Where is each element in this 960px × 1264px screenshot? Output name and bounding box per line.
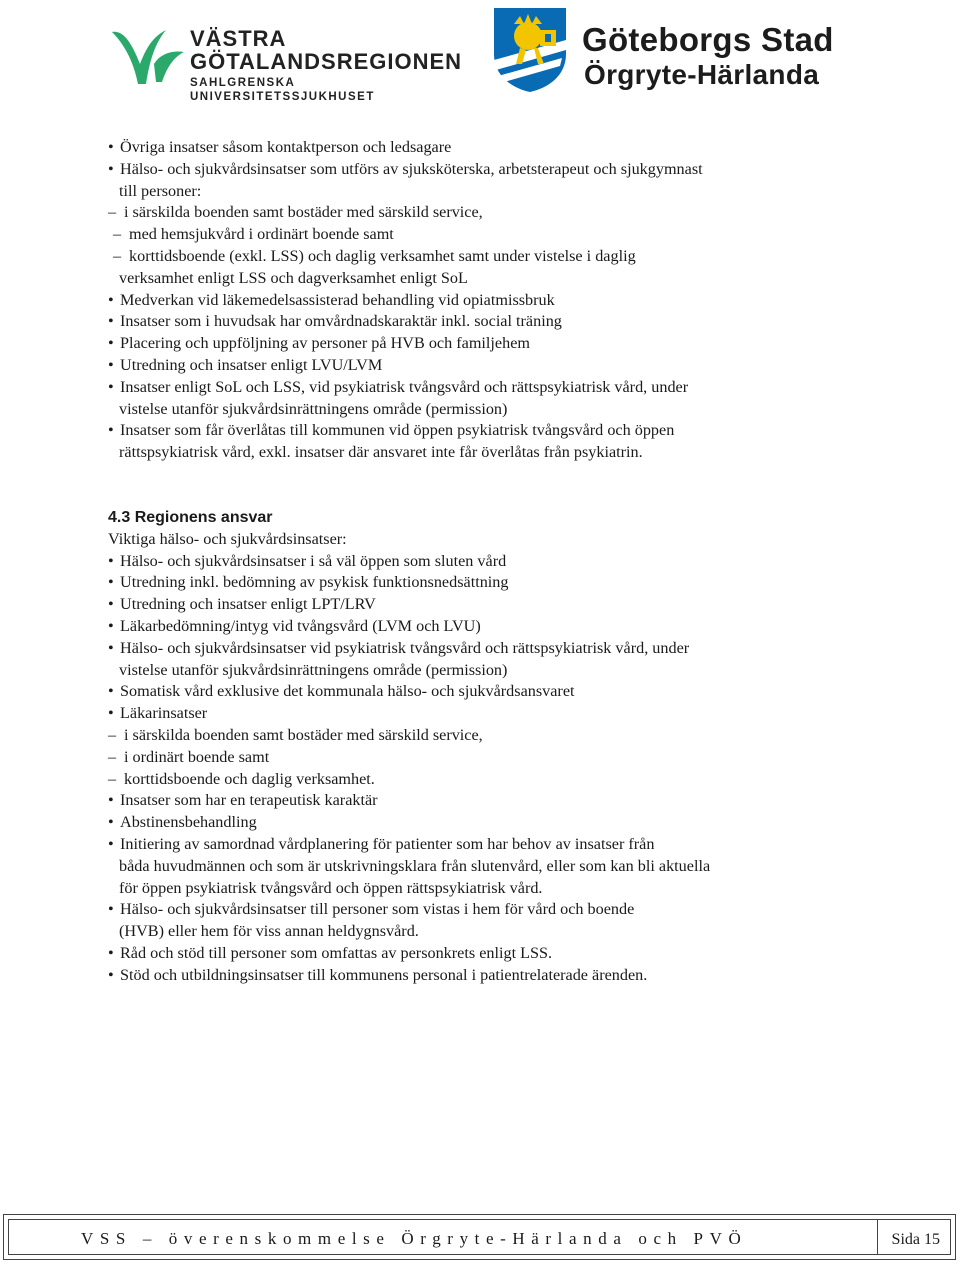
bullet-item: • Initiering av samordnad vårdplanering för patienter som har behov av insatser från bbox=[108, 834, 848, 856]
vgr-line2: GÖTALANDSREGIONEN bbox=[190, 49, 463, 74]
continuation-line: (HVB) eller hem för viss annan heldygnsvård. bbox=[119, 922, 419, 941]
bullet-item: • Insatser enligt SoL och LSS, vid psykiatrisk tvångsvård och rättspsykiatrisk vård, under bbox=[108, 377, 848, 399]
page-header bbox=[0, 0, 960, 103]
continuation-line: vistelse utanför sjukvårdsinrättningens område (permission) bbox=[119, 399, 508, 418]
bullet-item: • Insatser som har en terapeutisk karaktär bbox=[108, 790, 848, 812]
vgr-mark-icon bbox=[110, 24, 186, 90]
gbg-subtitle: Örgryte-Härlanda bbox=[584, 59, 820, 90]
dash-item: – korttidsboende (exkl. LSS) och daglig verksamhet samt under vistelse i daglig bbox=[108, 246, 848, 268]
bullet-item: • Somatisk vård exklusive det kommunala hälso- och sjukvårdsansvaret bbox=[108, 681, 848, 703]
document-body bbox=[108, 137, 848, 986]
bullet-item: • Läkarbedömning/intyg vid tvångsvård (LVM och LVU) bbox=[108, 616, 848, 638]
page-number: Sida 15 bbox=[891, 1231, 940, 1248]
continuation-line: för öppen psykiatrisk tvångsvård och öppen rättspsykiatrisk vård. bbox=[119, 878, 543, 897]
dash-item: – i ordinärt boende samt bbox=[108, 747, 848, 769]
dash-item: – i särskilda boenden samt bostäder med särskild service, bbox=[108, 725, 848, 747]
footer-title: VSS – överenskommelse Örgryte-Härlanda och PVÖ bbox=[81, 1229, 748, 1248]
footer-divider bbox=[877, 1220, 878, 1254]
bullet-item: • Hälso- och sjukvårdsinsatser i så väl öppen som sluten vård bbox=[108, 551, 848, 573]
bullet-item: • Hälso- och sjukvårdsinsatser till personer som vistas i hem för vård och boende bbox=[108, 899, 848, 921]
dash-item: – korttidsboende och daglig verksamhet. bbox=[108, 769, 848, 791]
continuation-line: verksamhet enligt LSS och dagverksamhet enligt SoL bbox=[119, 268, 468, 287]
section-region-list bbox=[108, 551, 848, 987]
continuation-line: rättspsykiatrisk vård, exkl. insatser där ansvaret inte får överlåtas från psykiatrin. bbox=[119, 443, 643, 462]
bullet-item: • Placering och uppföljning av personer på HVB och familjehem bbox=[108, 333, 848, 355]
bullet-item: • Hälso- och sjukvårdsinsatser som utförs av sjuksköterska, arbetsterapeut och sjukgymnast bbox=[108, 159, 848, 181]
dash-item: – i särskilda boenden samt bostäder med särskild service, bbox=[108, 202, 848, 224]
bullet-item: • Hälso- och sjukvårdsinsatser vid psykiatrisk tvångsvård och rättspsykiatrisk vård, under bbox=[108, 638, 848, 660]
bullet-item: • Abstinensbehandling bbox=[108, 812, 848, 834]
bullet-item: • Övriga insatser såsom kontaktperson och ledsagare bbox=[108, 137, 848, 159]
page-footer bbox=[3, 1214, 956, 1260]
bullet-item: • Insatser som i huvudsak har omvårdnadskaraktär inkl. social träning bbox=[108, 311, 848, 333]
bullet-item: • Utredning och insatser enligt LPT/LRV bbox=[108, 594, 848, 616]
bullet-item: • Stöd och utbildningsinsatser till kommunens personal i patientrelaterade ärenden. bbox=[108, 965, 848, 987]
section-heading: 4.3 Regionens ansvar bbox=[108, 508, 273, 526]
continuation-line: vistelse utanför sjukvårdsinrättningens område (permission) bbox=[119, 660, 508, 679]
bullet-item: • Utredning inkl. bedömning av psykisk funktionsnedsättning bbox=[108, 572, 848, 594]
continuation-line: båda huvudmännen och som är utskrivningsklara från slutenvård, eller som kan bli aktuella bbox=[119, 856, 711, 875]
section-gap bbox=[108, 464, 848, 507]
vgr-line3: SAHLGRENSKA UNIVERSITETSSJUKHUSET bbox=[190, 77, 375, 103]
bullet-item: • Insatser som får överlåtas till kommunen vid öppen psykiatrisk tvångsvård och öppen bbox=[108, 420, 848, 442]
vgr-line1: VÄSTRA bbox=[190, 26, 287, 51]
continuation-line: till personer: bbox=[119, 181, 202, 200]
bullet-item: • Läkarinsatser bbox=[108, 703, 848, 725]
gbg-emblem-icon bbox=[490, 4, 570, 94]
section-intro: Viktiga hälso- och sjukvårdsinsatser: bbox=[108, 529, 347, 548]
vgr-logo bbox=[110, 18, 480, 103]
bullet-item: • Medverkan vid läkemedelsassisterad behandling vid opiatmissbruk bbox=[108, 290, 848, 312]
section-kommun-list bbox=[108, 137, 848, 464]
gbg-title: Göteborgs Stad bbox=[582, 21, 834, 58]
bullet-item: • Råd och stöd till personer som omfattas av personkrets enligt LSS. bbox=[108, 943, 848, 965]
bullet-item: • Utredning och insatser enligt LVU/LVM bbox=[108, 355, 848, 377]
dash-item: – med hemsjukvård i ordinärt boende samt bbox=[108, 224, 848, 246]
footer-frame bbox=[8, 1219, 951, 1255]
